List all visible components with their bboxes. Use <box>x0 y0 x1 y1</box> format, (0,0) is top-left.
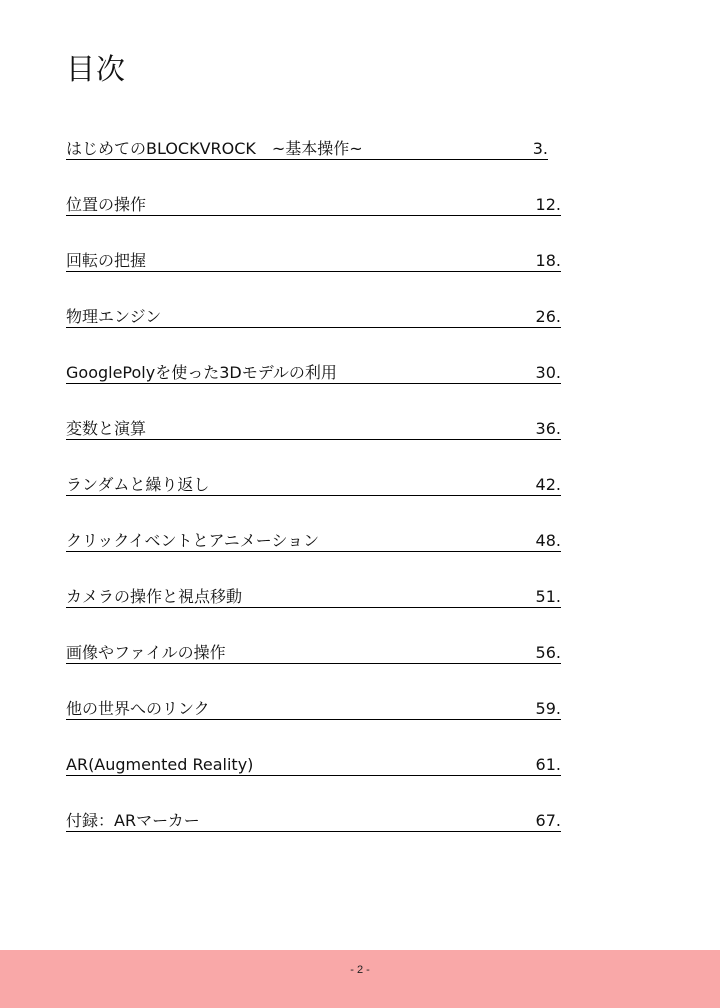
toc-entry <box>66 418 561 474</box>
toc-link[interactable] <box>66 698 561 720</box>
toc-entry <box>66 306 561 362</box>
toc-entry-page: 26. <box>535 307 561 326</box>
toc-entry-page: 18. <box>535 251 561 270</box>
toc-link[interactable] <box>66 530 561 552</box>
toc-entry-page: 42. <box>535 475 561 494</box>
table-of-contents <box>66 138 561 866</box>
toc-entry-title: 位置の操作 <box>66 195 147 214</box>
toc-entry-title: GooglePolyを使った3Dモデルの利用 <box>66 363 337 382</box>
toc-entry <box>66 362 561 418</box>
toc-entry <box>66 194 561 250</box>
toc-link[interactable] <box>66 418 561 440</box>
toc-entry-page: 30. <box>535 363 561 382</box>
toc-entry-title: 付録：ARマーカー <box>66 811 200 830</box>
toc-link[interactable] <box>66 306 561 328</box>
toc-entry-title: カメラの操作と視点移動 <box>66 587 243 606</box>
toc-entry-page: 67. <box>535 811 561 830</box>
page-footer <box>0 950 720 1008</box>
toc-entry-title: 他の世界へのリンク <box>66 699 210 718</box>
toc-entry-page: 59. <box>535 699 561 718</box>
toc-link[interactable] <box>66 810 561 832</box>
toc-entry <box>66 530 561 586</box>
toc-entry-title: 回転の把握 <box>66 251 147 270</box>
toc-entry-page: 61. <box>535 755 561 774</box>
toc-entry-title: クリックイベントとアニメーション <box>66 531 320 550</box>
toc-entry-page: 48. <box>535 531 561 550</box>
toc-link[interactable] <box>66 586 561 608</box>
toc-entry-page: 3. <box>532 139 548 158</box>
toc-link[interactable] <box>66 194 561 216</box>
toc-entry-title: AR(Augmented Reality) <box>66 755 254 774</box>
toc-entry <box>66 810 561 866</box>
page-number: - 2 - <box>350 964 370 976</box>
page-title: 目次 <box>66 52 127 86</box>
toc-entry <box>66 138 561 194</box>
toc-entry <box>66 586 561 642</box>
toc-link[interactable] <box>66 362 561 384</box>
toc-entry <box>66 754 561 810</box>
toc-entry <box>66 642 561 698</box>
toc-entry-title: ランダムと繰り返し <box>66 475 210 494</box>
toc-link[interactable] <box>66 642 561 664</box>
toc-entry-title: 変数と演算 <box>66 419 147 438</box>
toc-link[interactable] <box>66 250 561 272</box>
toc-entry <box>66 698 561 754</box>
toc-entry <box>66 474 561 530</box>
toc-link[interactable] <box>66 474 561 496</box>
toc-entry-title: 物理エンジン <box>66 307 162 326</box>
toc-entry-page: 36. <box>535 419 561 438</box>
toc-link[interactable] <box>66 138 548 160</box>
toc-entry-page: 51. <box>535 587 561 606</box>
toc-entry-title: はじめてのBLOCKVROCK ~基本操作~ <box>66 139 363 158</box>
toc-entry <box>66 250 561 306</box>
toc-entry-title: 画像やファイルの操作 <box>66 643 226 662</box>
toc-entry-page: 12. <box>535 195 561 214</box>
toc-link[interactable] <box>66 754 561 776</box>
toc-entry-page: 56. <box>535 643 561 662</box>
